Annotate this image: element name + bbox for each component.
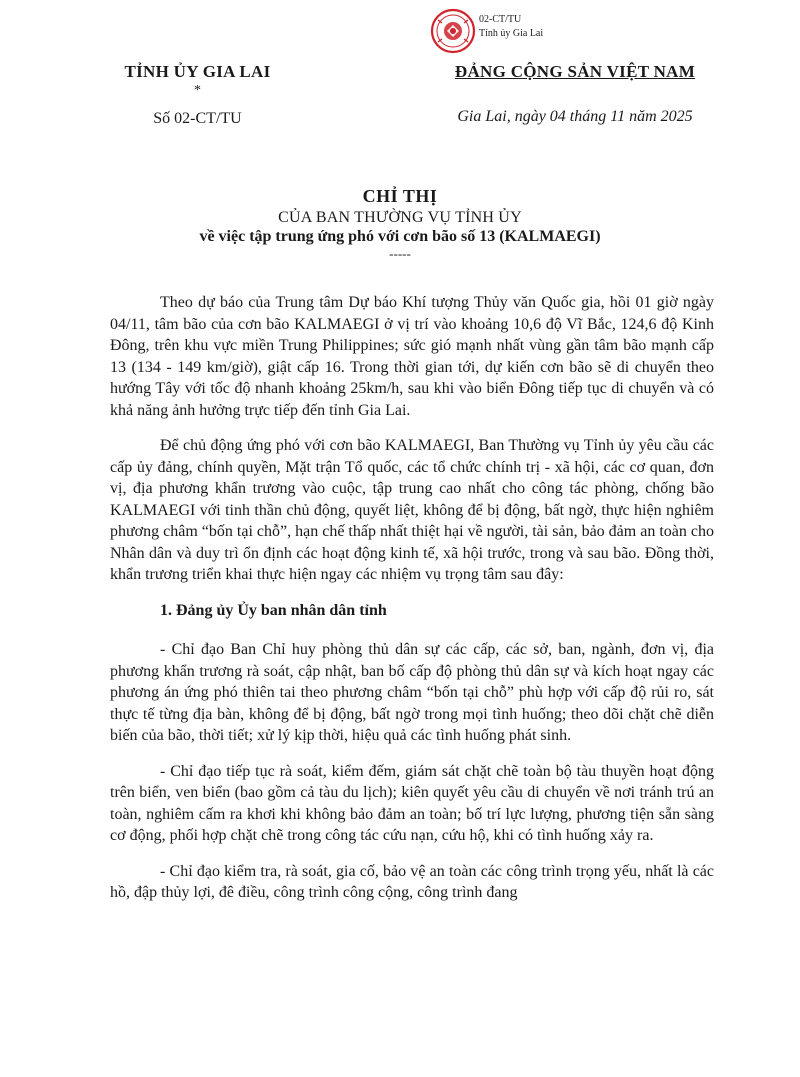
date-line: Gia Lai, ngày 04 tháng 11 năm 2025 bbox=[457, 108, 693, 125]
issuing-organization: TỈNH ỦY GIA LAI bbox=[124, 62, 271, 81]
paragraph-directive: Để chủ động ứng phó với cơn bão KALMAEGI, Ban Thường vụ Tỉnh ủy yêu cầu các cấp ủy đảng, chính quyền, Mặt trận Tổ quốc, các tổ chức chính trị - xã hội, các cơ quan, đơn vị, địa phương khẩn trương vào cuộc, tập trung cao nhất cho công tác phòng, chống bão KALMAEGI với tinh thần chủ động, quyết liệt, không để bị động, bất ngờ, thực hiện nghiêm phương châm “bốn tại chỗ”, hạn chế thấp nhất thiệt hại về người, tài sản, bảo đảm an toàn cho Nhân dân và duy trì ổn định các hoạt động kinh tế, xã hội trước, trong và sau bão. Đồng thời, khẩn trương triển khai thực hiện ngay các nhiệm vụ trọng tâm sau đây: bbox=[110, 437, 714, 583]
header-right bbox=[430, 62, 720, 126]
title-separator: ----- bbox=[389, 246, 411, 261]
stamp-line-2: Tỉnh ủy Gia Lai bbox=[479, 28, 544, 39]
document-topic: về việc tập trung ứng phó với cơn bão số 13 (KALMAEGI) bbox=[199, 228, 601, 245]
party-seal-icon bbox=[430, 8, 476, 54]
title-block bbox=[0, 186, 800, 260]
document-subtitle: CỦA BAN THƯỜNG VỤ TỈNH ỦY bbox=[278, 209, 522, 226]
paragraph-item-3: - Chỉ đạo kiểm tra, rà soát, gia cố, bảo vệ an toàn các công trình trọng yếu, nhất là các hồ, đập thủy lợi, đê điều, công trình công cộng, công trình đang bbox=[110, 862, 714, 901]
stamp-line-1: 02-CT/TU bbox=[479, 14, 522, 25]
header-left bbox=[120, 62, 275, 128]
paragraph-item-1: - Chỉ đạo Ban Chỉ huy phòng thủ dân sự các cấp, các sở, ban, ngành, đơn vị, địa phương khẩn trương rà soát, cập nhật, ban bố cấp độ phòng thủ dân sự và kích hoạt ngay các phương án ứng phó thiên tai theo phương châm “bốn tại chỗ” phù hợp với cấp độ rủi ro, sát thực tế từng địa bàn, không để bị động, bất ngờ trong mọi tình huống; theo dõi chặt chẽ diễn biến của bão, thời tiết; xử lý kịp thời, hiệu quả các tình huống phát sinh. bbox=[110, 641, 714, 744]
paragraph-forecast: Theo dự báo của Trung tâm Dự báo Khí tượng Thủy văn Quốc gia, hồi 01 giờ ngày 04/11, tâm bão của cơn bão KALMAEGI ở vị trí vào khoảng 10,6 độ Vĩ Bắc, 124,6 độ Kinh Đông, trên khu vực miền Trung Philippines; sức gió mạnh nhất vùng gần tâm bão mạnh cấp 13 (134 - 149 km/giờ), giật cấp 16. Trong thời gian tới, dự kiến cơn bão sẽ di chuyển theo hướng Tây với tốc độ nhanh khoảng 25km/h, sau khi vào biển Đông tiếp tục di chuyển và có khả năng ảnh hưởng trực tiếp đến tỉnh Gia Lai. bbox=[110, 294, 714, 419]
section-heading-1: 1. Đảng ủy Ủy ban nhân dân tỉnh bbox=[160, 601, 387, 619]
document-title: CHỈ THỊ bbox=[362, 186, 438, 206]
stamp-text bbox=[479, 13, 543, 41]
party-name: ĐẢNG CỘNG SẢN VIỆT NAM bbox=[454, 62, 696, 81]
header-star: * bbox=[194, 83, 201, 98]
document-body bbox=[110, 292, 714, 918]
document-number: Số 02-CT/TU bbox=[153, 110, 242, 127]
paragraph-item-2: - Chỉ đạo tiếp tục rà soát, kiểm đếm, giám sát chặt chẽ toàn bộ tàu thuyền hoạt động trên biển, ven biển (bao gồm cả tàu du lịch); kiên quyết yêu cầu di chuyển về nơi tránh trú an toàn, nghiêm cấm ra khơi khi không bảo đảm an toàn; bố trí lực lượng, phương tiện sẵn sàng cơ động, phối hợp chặt chẽ trong công tác cứu nạn, cứu hộ, khi có tình huống xảy ra. bbox=[110, 762, 714, 844]
